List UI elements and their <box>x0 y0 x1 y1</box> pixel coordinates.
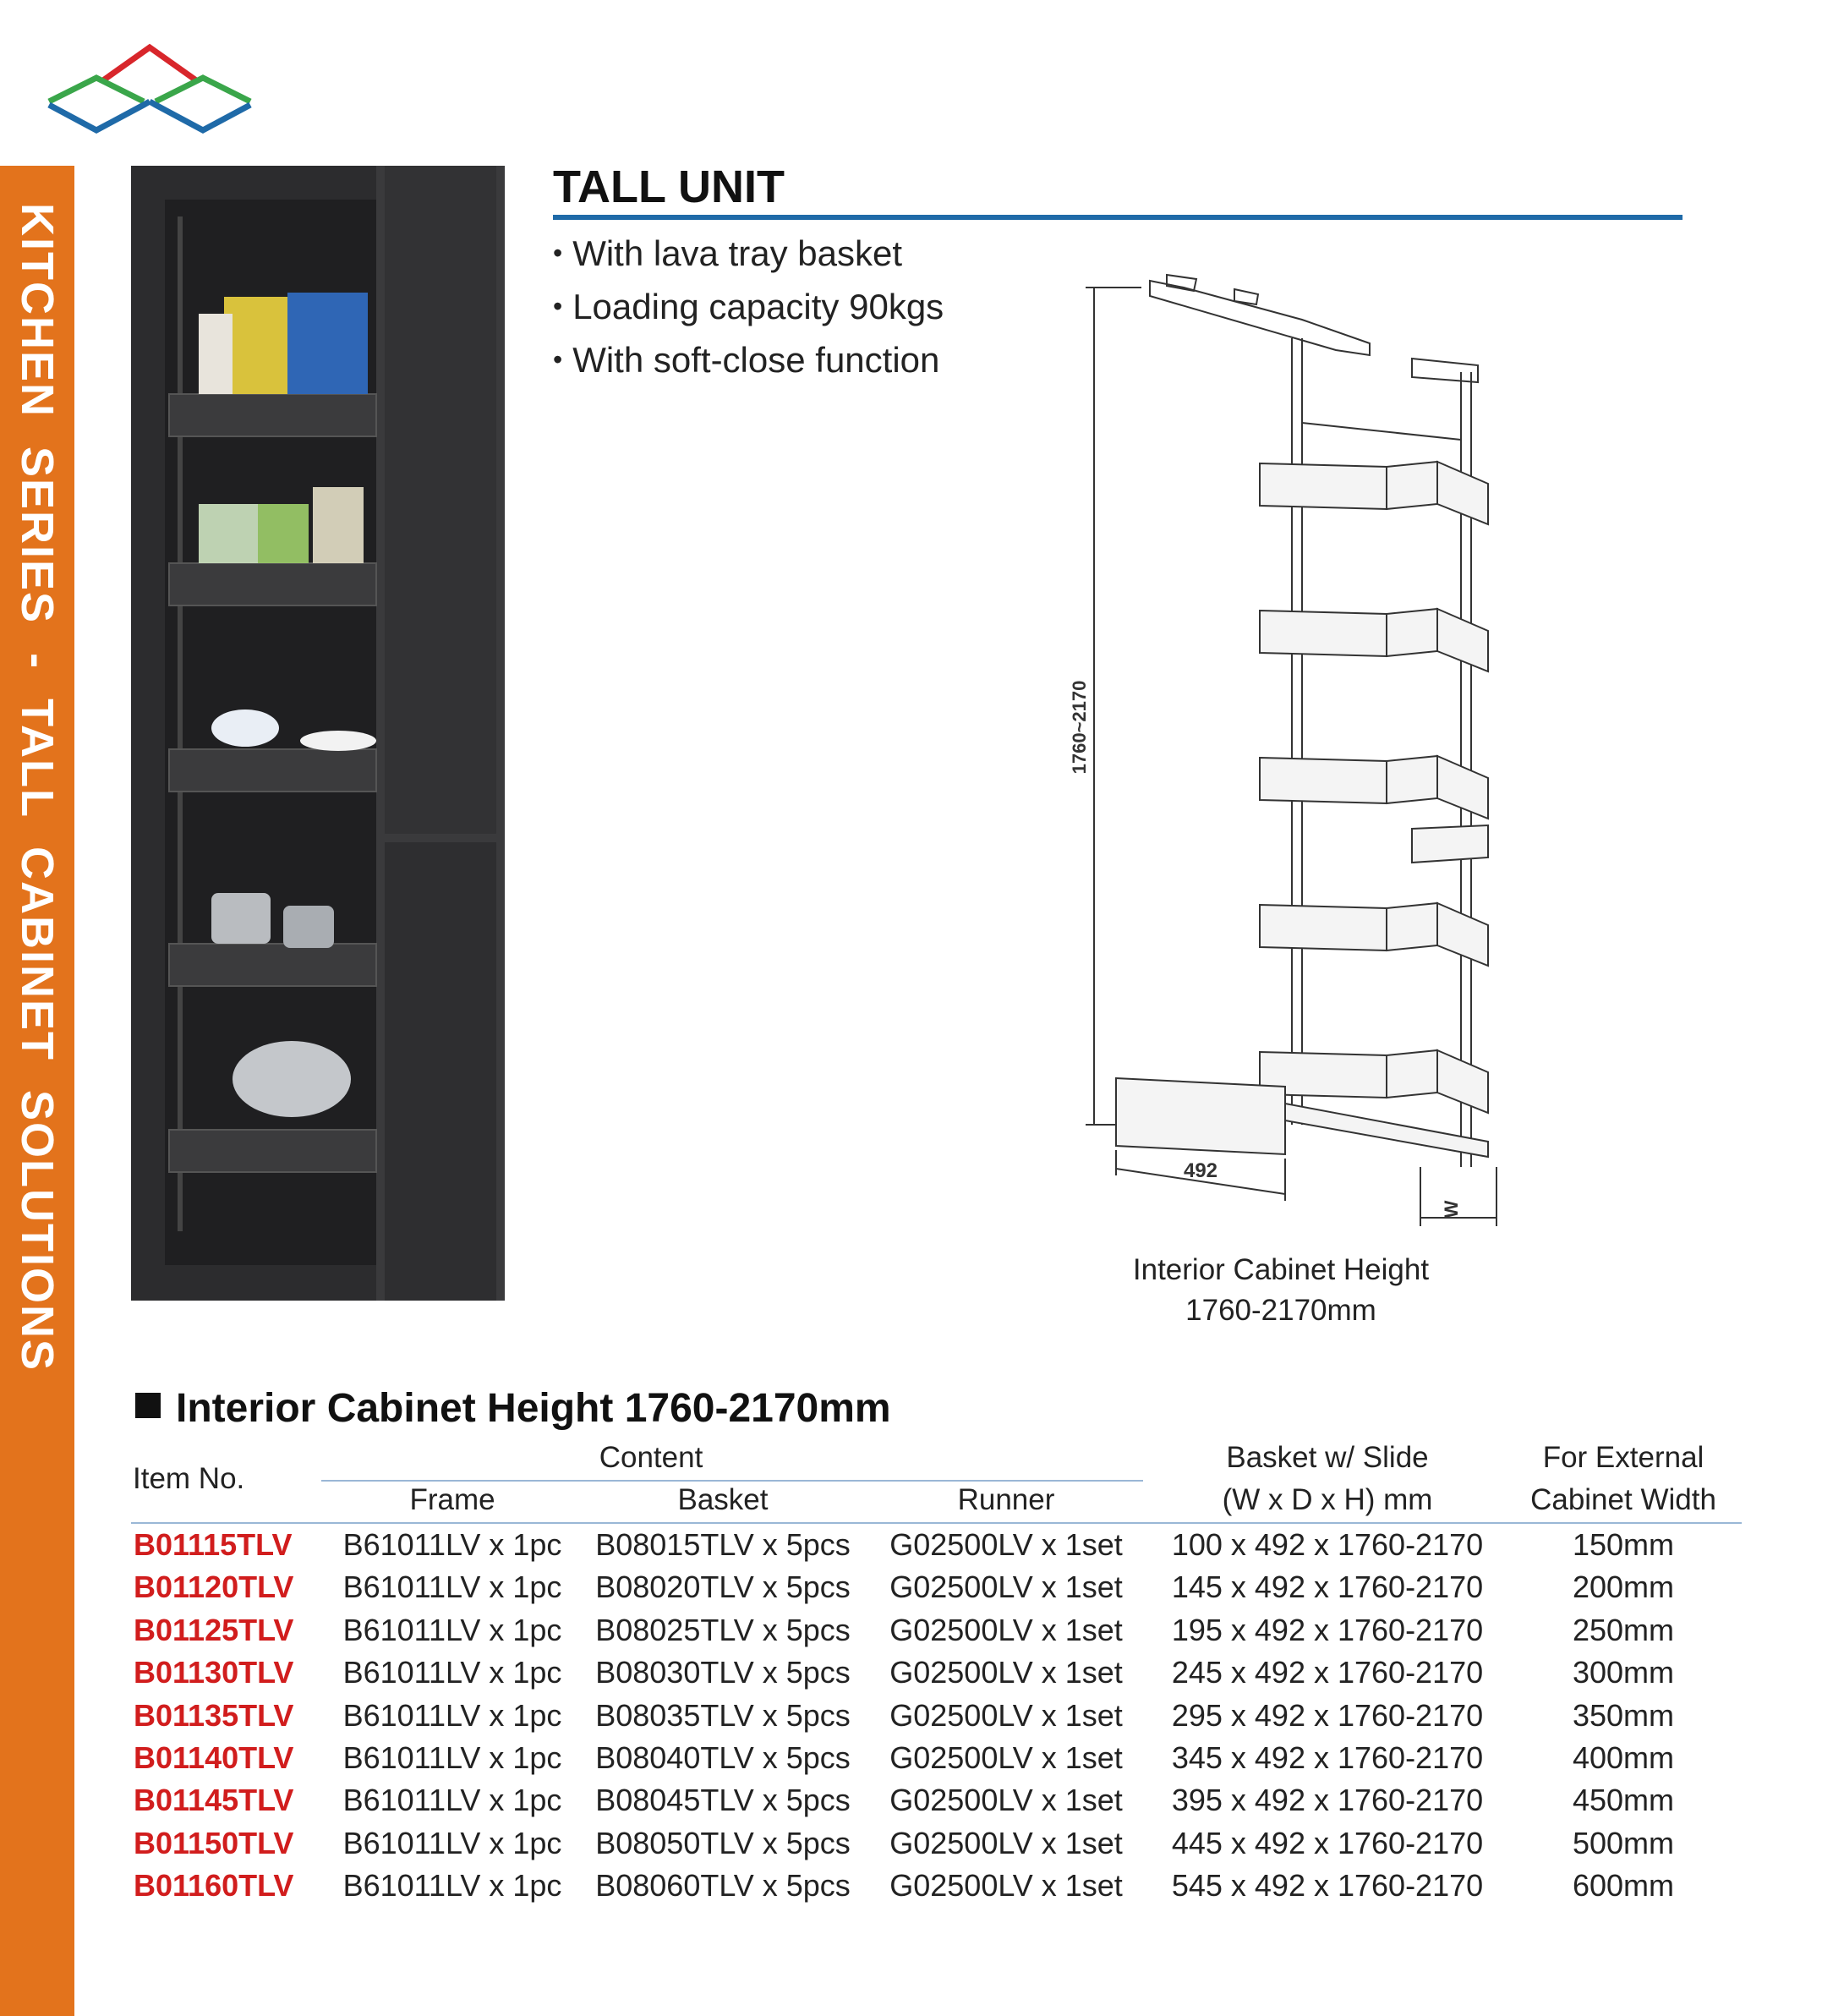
brand-logo <box>44 42 255 135</box>
runner-cell: G02500LV x 1set <box>889 1527 1123 1562</box>
basket-cell: B08045TLV x 5pcs <box>595 1783 851 1818</box>
technical-drawing <box>1048 271 1522 1235</box>
width-cell: 200mm <box>1572 1570 1675 1605</box>
runner-cell: G02500LV x 1set <box>889 1783 1123 1818</box>
item-number: B01120TLV <box>134 1570 294 1605</box>
item-number: B01140TLV <box>134 1739 294 1775</box>
title-underline <box>553 215 1683 220</box>
item-number: B01115TLV <box>134 1527 293 1562</box>
feature-item: • With lava tray basket <box>553 228 944 282</box>
sidebar-series-label: KITCHEN SERIES - TALL CABINET SOLUTIONS <box>12 203 63 1372</box>
header-frame: Frame <box>409 1483 495 1516</box>
table-row <box>0 1865 1833 1907</box>
frame-cell: B61011LV x 1pc <box>342 1697 562 1733</box>
width-cell: 600mm <box>1572 1868 1675 1904</box>
item-number: B01150TLV <box>134 1825 294 1860</box>
table-row <box>0 1695 1833 1737</box>
size-cell: 545 x 492 x 1760-2170 <box>1171 1868 1484 1904</box>
feature-item: • With soft-close function <box>553 335 944 388</box>
item-number: B01145TLV <box>134 1783 294 1818</box>
runner-cell: G02500LV x 1set <box>889 1612 1123 1647</box>
frame-cell: B61011LV x 1pc <box>342 1825 562 1860</box>
frame-cell: B61011LV x 1pc <box>342 1612 562 1647</box>
header-width-line-2: Cabinet Width <box>1530 1483 1716 1516</box>
drawing-caption <box>1091 1250 1471 1331</box>
header-width-line-1: For External <box>1542 1441 1704 1474</box>
size-cell: 345 x 492 x 1760-2170 <box>1171 1739 1484 1775</box>
runner-cell: G02500LV x 1set <box>889 1697 1123 1733</box>
item-number: B01135TLV <box>134 1697 294 1733</box>
frame-cell: B61011LV x 1pc <box>342 1868 562 1904</box>
table-row <box>0 1609 1833 1652</box>
caption-line-2: 1760-2170mm <box>1185 1294 1376 1327</box>
frame-cell: B61011LV x 1pc <box>342 1527 562 1562</box>
width-cell: 150mm <box>1572 1527 1675 1562</box>
pantry-photo-illustration <box>131 166 505 1301</box>
runner-cell: G02500LV x 1set <box>889 1570 1123 1605</box>
basket-cell: B08020TLV x 5pcs <box>595 1570 851 1605</box>
frame-cell: B61011LV x 1pc <box>342 1783 562 1818</box>
runner-cell: G02500LV x 1set <box>889 1825 1123 1860</box>
product-photo <box>131 166 505 1301</box>
header-size-line-2: (W x D x H) mm <box>1222 1483 1433 1516</box>
header-runner: Runner <box>957 1483 1055 1516</box>
width-cell: 400mm <box>1572 1739 1675 1775</box>
size-cell: 145 x 492 x 1760-2170 <box>1171 1570 1484 1605</box>
table-row <box>0 1779 1833 1822</box>
width-dimension-label: W <box>1441 1200 1462 1219</box>
width-cell: 500mm <box>1572 1825 1675 1860</box>
runner-cell: G02500LV x 1set <box>889 1655 1123 1690</box>
item-number: B01125TLV <box>134 1612 294 1647</box>
header-content: Content <box>599 1441 703 1474</box>
basket-cell: B08040TLV x 5pcs <box>595 1739 851 1775</box>
width-cell: 350mm <box>1572 1697 1675 1733</box>
table-row <box>0 1566 1833 1608</box>
size-cell: 395 x 492 x 1760-2170 <box>1171 1783 1484 1818</box>
frame-cell: B61011LV x 1pc <box>342 1655 562 1690</box>
item-number: B01160TLV <box>134 1868 294 1904</box>
header-item-no: Item No. <box>133 1462 245 1495</box>
basket-cell: B08030TLV x 5pcs <box>595 1655 851 1690</box>
depth-dimension-label: 492 <box>1183 1159 1218 1182</box>
frame-cell: B61011LV x 1pc <box>342 1739 562 1775</box>
table-row <box>0 1524 1833 1566</box>
caption-line-1: Interior Cabinet Height <box>1132 1253 1430 1286</box>
width-cell: 450mm <box>1572 1783 1675 1818</box>
table-section-title <box>135 1385 891 1432</box>
basket-cell: B08035TLV x 5pcs <box>595 1697 851 1733</box>
width-cell: 300mm <box>1572 1655 1675 1690</box>
size-cell: 195 x 492 x 1760-2170 <box>1171 1612 1484 1647</box>
table-body <box>0 1524 1833 1908</box>
header-size-line-1: Basket w/ Slide <box>1226 1441 1429 1474</box>
table-row <box>0 1822 1833 1865</box>
product-title: TALL UNIT <box>553 162 785 212</box>
size-cell: 295 x 492 x 1760-2170 <box>1171 1697 1484 1733</box>
width-cell: 250mm <box>1572 1612 1675 1647</box>
basket-cell: B08025TLV x 5pcs <box>595 1612 851 1647</box>
table-row <box>0 1737 1833 1779</box>
size-cell: 445 x 492 x 1760-2170 <box>1171 1825 1484 1860</box>
header-basket: Basket <box>677 1483 769 1516</box>
item-number: B01130TLV <box>134 1655 294 1690</box>
basket-cell: B08060TLV x 5pcs <box>595 1868 851 1904</box>
frame-cell: B61011LV x 1pc <box>342 1570 562 1605</box>
runner-cell: G02500LV x 1set <box>889 1868 1123 1904</box>
size-cell: 245 x 492 x 1760-2170 <box>1171 1655 1484 1690</box>
table-title: Interior Cabinet Height 1760-2170mm <box>176 1386 891 1431</box>
feature-list <box>553 228 944 388</box>
square-bullet-icon <box>135 1393 161 1418</box>
runner-cell: G02500LV x 1set <box>889 1739 1123 1775</box>
basket-cell: B08050TLV x 5pcs <box>595 1825 851 1860</box>
height-dimension-label: 1760~2170 <box>1069 680 1090 775</box>
feature-item: • Loading capacity 90kgs <box>553 282 944 335</box>
size-cell: 100 x 492 x 1760-2170 <box>1171 1527 1484 1562</box>
basket-cell: B08015TLV x 5pcs <box>595 1527 851 1562</box>
table-row <box>0 1652 1833 1694</box>
